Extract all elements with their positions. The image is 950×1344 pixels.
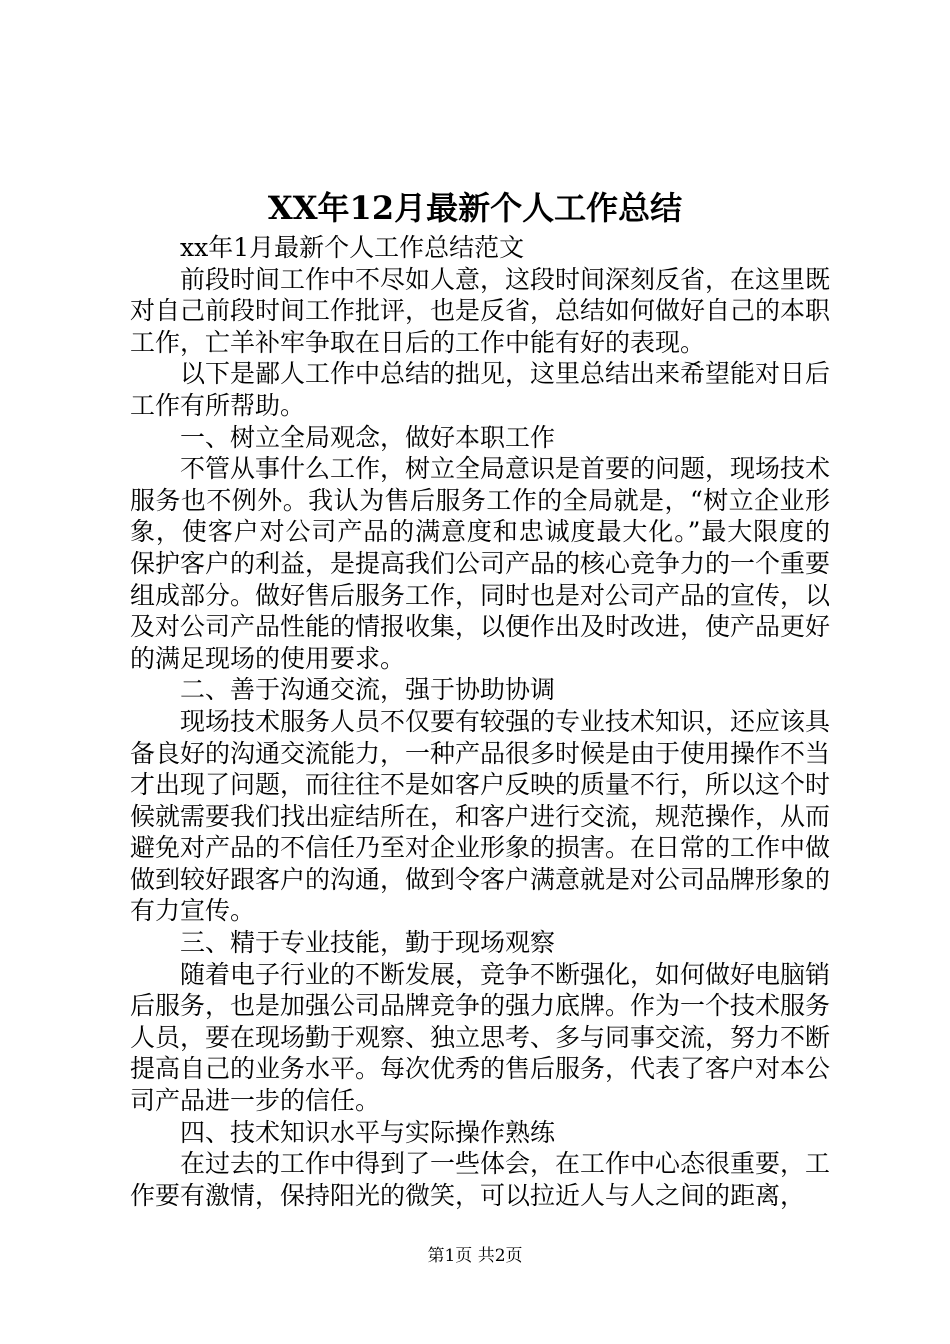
paragraph-section-1: 不管从事什么工作，树立全局意识是首要的问题，现场技术服务也不例外。我认为售后服务工作的全局就是，“树立企业形象，使客户对公司产品的满意度和忠诚度最大化。”最大限度的保护客户的利益，是提高我们公司产品的核心竞争力的一个重要组成部分。做好售后服务工作，同时也是对公司产品的宣传，以及对公司产品性能的情报收集，以便作出及时改进，使产品更好的满足现场的使用要求。 [130,454,831,673]
paragraph-lead: 以下是鄙人工作中总结的拙见，这里总结出来希望能对日后工作有所帮助。 [130,359,831,420]
section-heading-2: 二、善于沟通交流，强于协助协调 [180,675,556,705]
section-heading-1: 一、树立全局观念，做好本职工作 [180,422,556,452]
paragraph-section-3: 随着电子行业的不断发展，竞争不断强化，如何做好电脑销后服务，也是加强公司品牌竞争的强力底牌。作为一个技术服务人员，要在现场勤于观察、独立思考、多与同事交流，努力不断提高自己的业务水平。每次优秀的售后服务，代表了客户对本公司产品进一步的信任。 [130,959,831,1116]
paragraph-intro: 前段时间工作中不尽如人意，这段时间深刻反省，在这里既对自己前段时间工作批评，也是反省，总结如何做好自己的本职工作，亡羊补牢争取在日后的工作中能有好的表现。 [130,264,831,357]
document-title: XX年12月最新个人工作总结 [267,189,683,227]
paragraph-subtitle: xx年1月最新个人工作总结范文 [180,233,525,262]
paragraph-section-4: 在过去的工作中得到了一些体会，在工作中心态很重要，工作要有激情，保持阳光的微笑，可以拉近人与人之间的距离， [130,1149,831,1210]
page-number-footer: 第1页 共2页 [427,1246,523,1266]
section-heading-4: 四、技术知识水平与实际操作熟练 [180,1117,556,1147]
document-body [130,232,830,1211]
section-heading-3: 三、精于专业技能，勤于现场观察 [180,928,556,958]
paragraph-section-2: 现场技术服务人员不仅要有较强的专业技术知识，还应该具备良好的沟通交流能力，一种产品很多时候是由于使用操作不当才出现了问题，而往往不是如客户反映的质量不行，所以这个时候就需要我们找出症结所在，和客户进行交流，规范操作，从而避免对产品的不信任乃至对企业形象的损害。在日常的工作中做做到较好跟客户的沟通，做到令客户满意就是对公司品牌形象的有力宣传。 [130,706,831,926]
